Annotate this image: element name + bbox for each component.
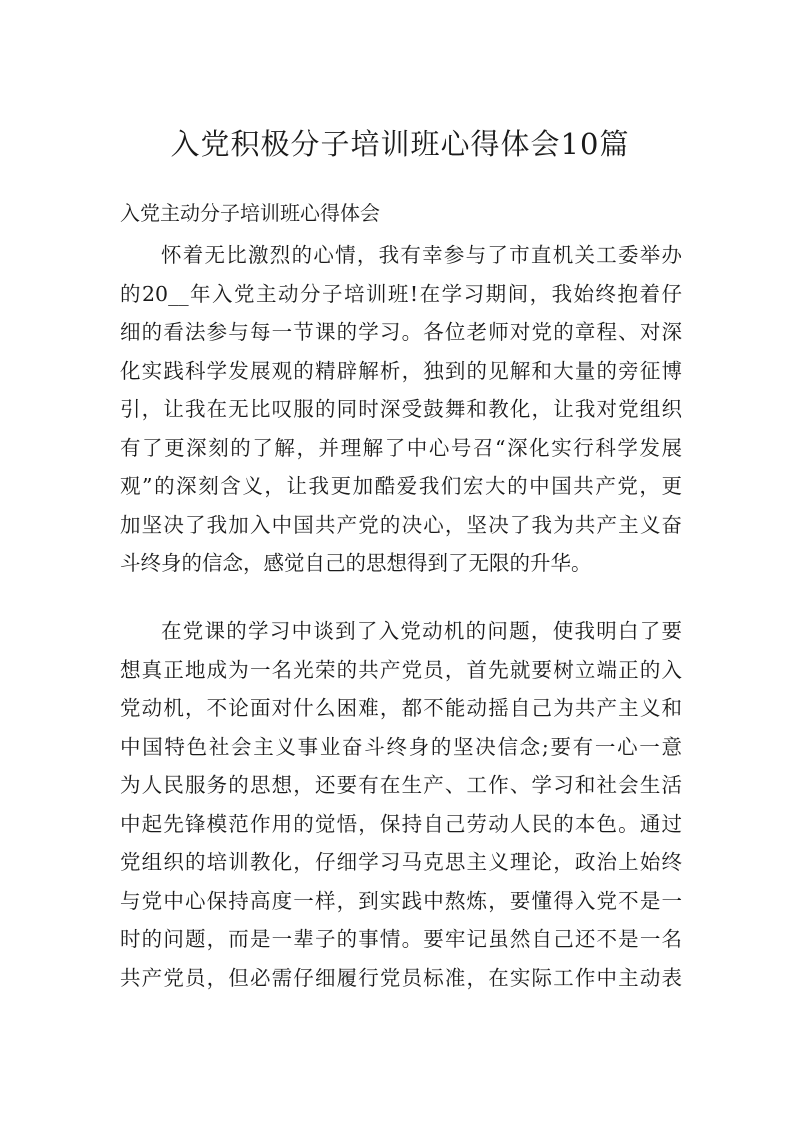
paragraph-line: 斗终身的信念，感觉自己的思想得到了无限的升华。 — [120, 551, 592, 575]
paragraph-line: 细的看法参与每一节课的学习。各位老师对党的章程、对深 — [120, 320, 682, 344]
paragraph-line: 共产党员，但必需仔细履行党员标准，在实际工作中主动表 — [120, 965, 682, 990]
paragraph-line: 化实践科学发展观的精辟解析，独到的见解和大量的旁征博 — [120, 358, 682, 383]
paragraph-line: 为人民服务的思想，还要有在生产、工作、学习和社会生活 — [120, 773, 682, 797]
paragraph-line: 中起先锋模范作用的觉悟，保持自己劳动人民的本色。通过 — [120, 811, 682, 836]
paragraph-2 — [120, 612, 682, 997]
paragraph-line: 有了更深刻的了解，并理解了中心号召“深化实行科学发展 — [120, 435, 682, 460]
paragraph-line: 引，让我在无比叹服的同时深受鼓舞和教化，让我对党组织 — [120, 397, 682, 421]
paragraph-line: 与党中心保持高度一样，到实践中熬炼，要懂得入党不是一 — [120, 888, 682, 913]
document-title: 入党积极分子培训班心得体会10篇 — [170, 127, 630, 161]
paragraph-line: 怀着无比激烈的心情，我有幸参与了市直机关工委举办 — [161, 243, 682, 267]
paragraph-line: 在党课的学习中谈到了入党动机的问题，使我明白了要 — [161, 619, 682, 643]
paragraph-line: 党动机，不论面对什么困难，都不能动摇自己为共产主义和 — [120, 696, 682, 720]
paragraph-line: 想真正地成为一名光荣的共产党员，首先就要树立端正的入 — [120, 657, 682, 682]
document-subtitle: 入党主动分子培训班心得体会 — [120, 201, 380, 225]
paragraph-line: 观”的深刻含义，让我更加酷爱我们宏大的中国共产党，更 — [120, 474, 682, 498]
paragraph-1 — [120, 236, 682, 583]
paragraph-line: 中国特色社会主义事业奋斗终身的坚决信念;要有一心一意 — [120, 734, 682, 759]
paragraph-line: 加坚决了我加入中国共产党的决心，坚决了我为共产主义奋 — [120, 512, 682, 537]
paragraph-line: 的20__年入党主动分子培训班!在学习期间，我始终抱着仔 — [120, 281, 682, 306]
paragraph-line: 时的问题，而是一辈子的事情。要牢记虽然自己还不是一名 — [120, 927, 682, 951]
paragraph-line: 党组织的培训教化，仔细学习马克思主义理论，政治上始终 — [120, 850, 682, 874]
